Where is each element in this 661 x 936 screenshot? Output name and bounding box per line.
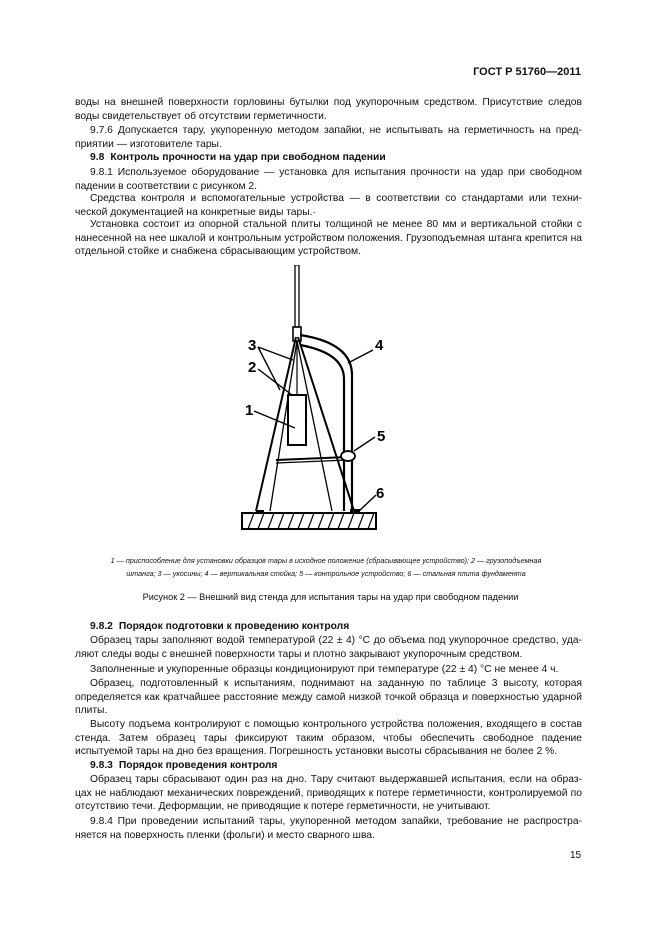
paragraph: Высоту подъема контролируют с помощью контрольного устройства положения, входящего в состав стенда. Затем образец тары фиксируют таким образом, чтобы обеспечить свободное падение испытуемой тары на дно без вращения. Погрешность установки высоты сбрасывания не более 2 %. (75, 719, 582, 757)
paragraph: Образец, подготовленный к испытаниям, поднимают на заданную по таблице 3 высоту, которая определяется как кратчайшее расстояние между самой низкой точкой образца и поверхностью ударной плиты. (75, 678, 582, 716)
figure-label-2: 2 (248, 359, 257, 376)
figure-caption: Рисунок 2 — Внешний вид стенда для испытания тары на удар при свободном падении (142, 592, 519, 602)
paragraph-9-7-6: 9.7.6 Допускается тару, укупоренную методом запайки, не испытывать на герметичность на пред-приятии — изготовителе тары. (75, 125, 582, 150)
heading-9-8-3 (90, 759, 277, 773)
heading-text: Порядок проведения контроля (118, 760, 278, 771)
lifting-rod-drawing (295, 265, 299, 330)
heading-9-8 (90, 151, 386, 165)
paragraph: воды на внешней поверхности горловины бутылки под укупорочным средством. Присутствие следов воды свидетельствует об отсутствии герметичности. (75, 97, 582, 122)
page-number: 15 (570, 850, 582, 861)
paragraph: Образец тары сбрасывают один раз на дно. Тару считают выдержавшей испытания, если на образ-цах не наблюдают механических повреждений, приводящих к потере герметичности, контролируемой по отсутствию течи. Деформации, не приводящие к потере герметичности, не учитывают. (75, 774, 582, 812)
paragraph: Средства контроля и вспомогательные устройства — в соответствии со стандартами или техни-ческой документацией на конкретные виды тары.· (75, 193, 582, 218)
document-id: ГОСТ Р 51760—2011 (473, 66, 581, 78)
figure-label-5: 5 (377, 428, 386, 445)
heading-text: Контроль прочности на удар при свободном падении (110, 152, 386, 163)
figure-label-1: 1 (245, 402, 254, 419)
heading-number: 9.8 (90, 152, 105, 163)
rod-clamp-drawing (293, 327, 301, 341)
paragraph-9-8-1: 9.8.1 Используемое оборудование — установка для испытания прочности на удар при свободном падении в соответствии с рисунком 2. (75, 167, 582, 192)
figure-label-3: 3 (248, 337, 257, 354)
figure-label-4: 4 (375, 337, 384, 354)
paragraph: Установка состоит из опорной стальной плиты толщиной не менее 80 мм и вертикальной стойки с нанесенной на нее шкалой и контрольным устройством положения. Грузоподъемная штанга крепится на отдельной стойке и снабжена сбрасывающим устройством. (75, 219, 582, 257)
heading-number: 9.8.2 (90, 621, 113, 632)
figure-legend-line-2: штанга; 3 — укосины; 4 — вертикальная стойка; 5 — контрольное устройство; 6 — стальная плита фундамента (126, 569, 526, 578)
figure-label-6: 6 (376, 485, 385, 502)
foot-drawing (256, 510, 264, 514)
figure-legend-line-1: 1 — приспособление для установки образцов тары в исходное положение (сбрасывающее устройство); 2 — грузоподъемная (110, 556, 542, 565)
heading-number: 9.8.3 (90, 760, 113, 771)
paragraph: Образец тары заполняют водой температурой (22 ± 4) °С до объема под укупорочное средство, уда-ляют следы воды с внешней поверхности тары и плотно закрывают укупорочным средством. (75, 635, 582, 660)
heading-9-8-2 (90, 620, 349, 634)
control-device-drawing (341, 451, 355, 461)
paragraph-9-8-4: 9.8.4 При проведении испытаний тары, укупоренной методом запайки, требование не распростра-няется на поверхность пленки (фольги) и место сварного шва. (75, 816, 582, 841)
figure-2-drop-test-stand (230, 265, 400, 535)
sample-drawing (288, 395, 306, 445)
heading-text: Порядок подготовки к проведению контроля (118, 621, 350, 632)
paragraph: Заполненные и укупоренные образцы кондиционируют при температуре (22 ± 4) °С не менее 4 ч. (90, 664, 559, 675)
